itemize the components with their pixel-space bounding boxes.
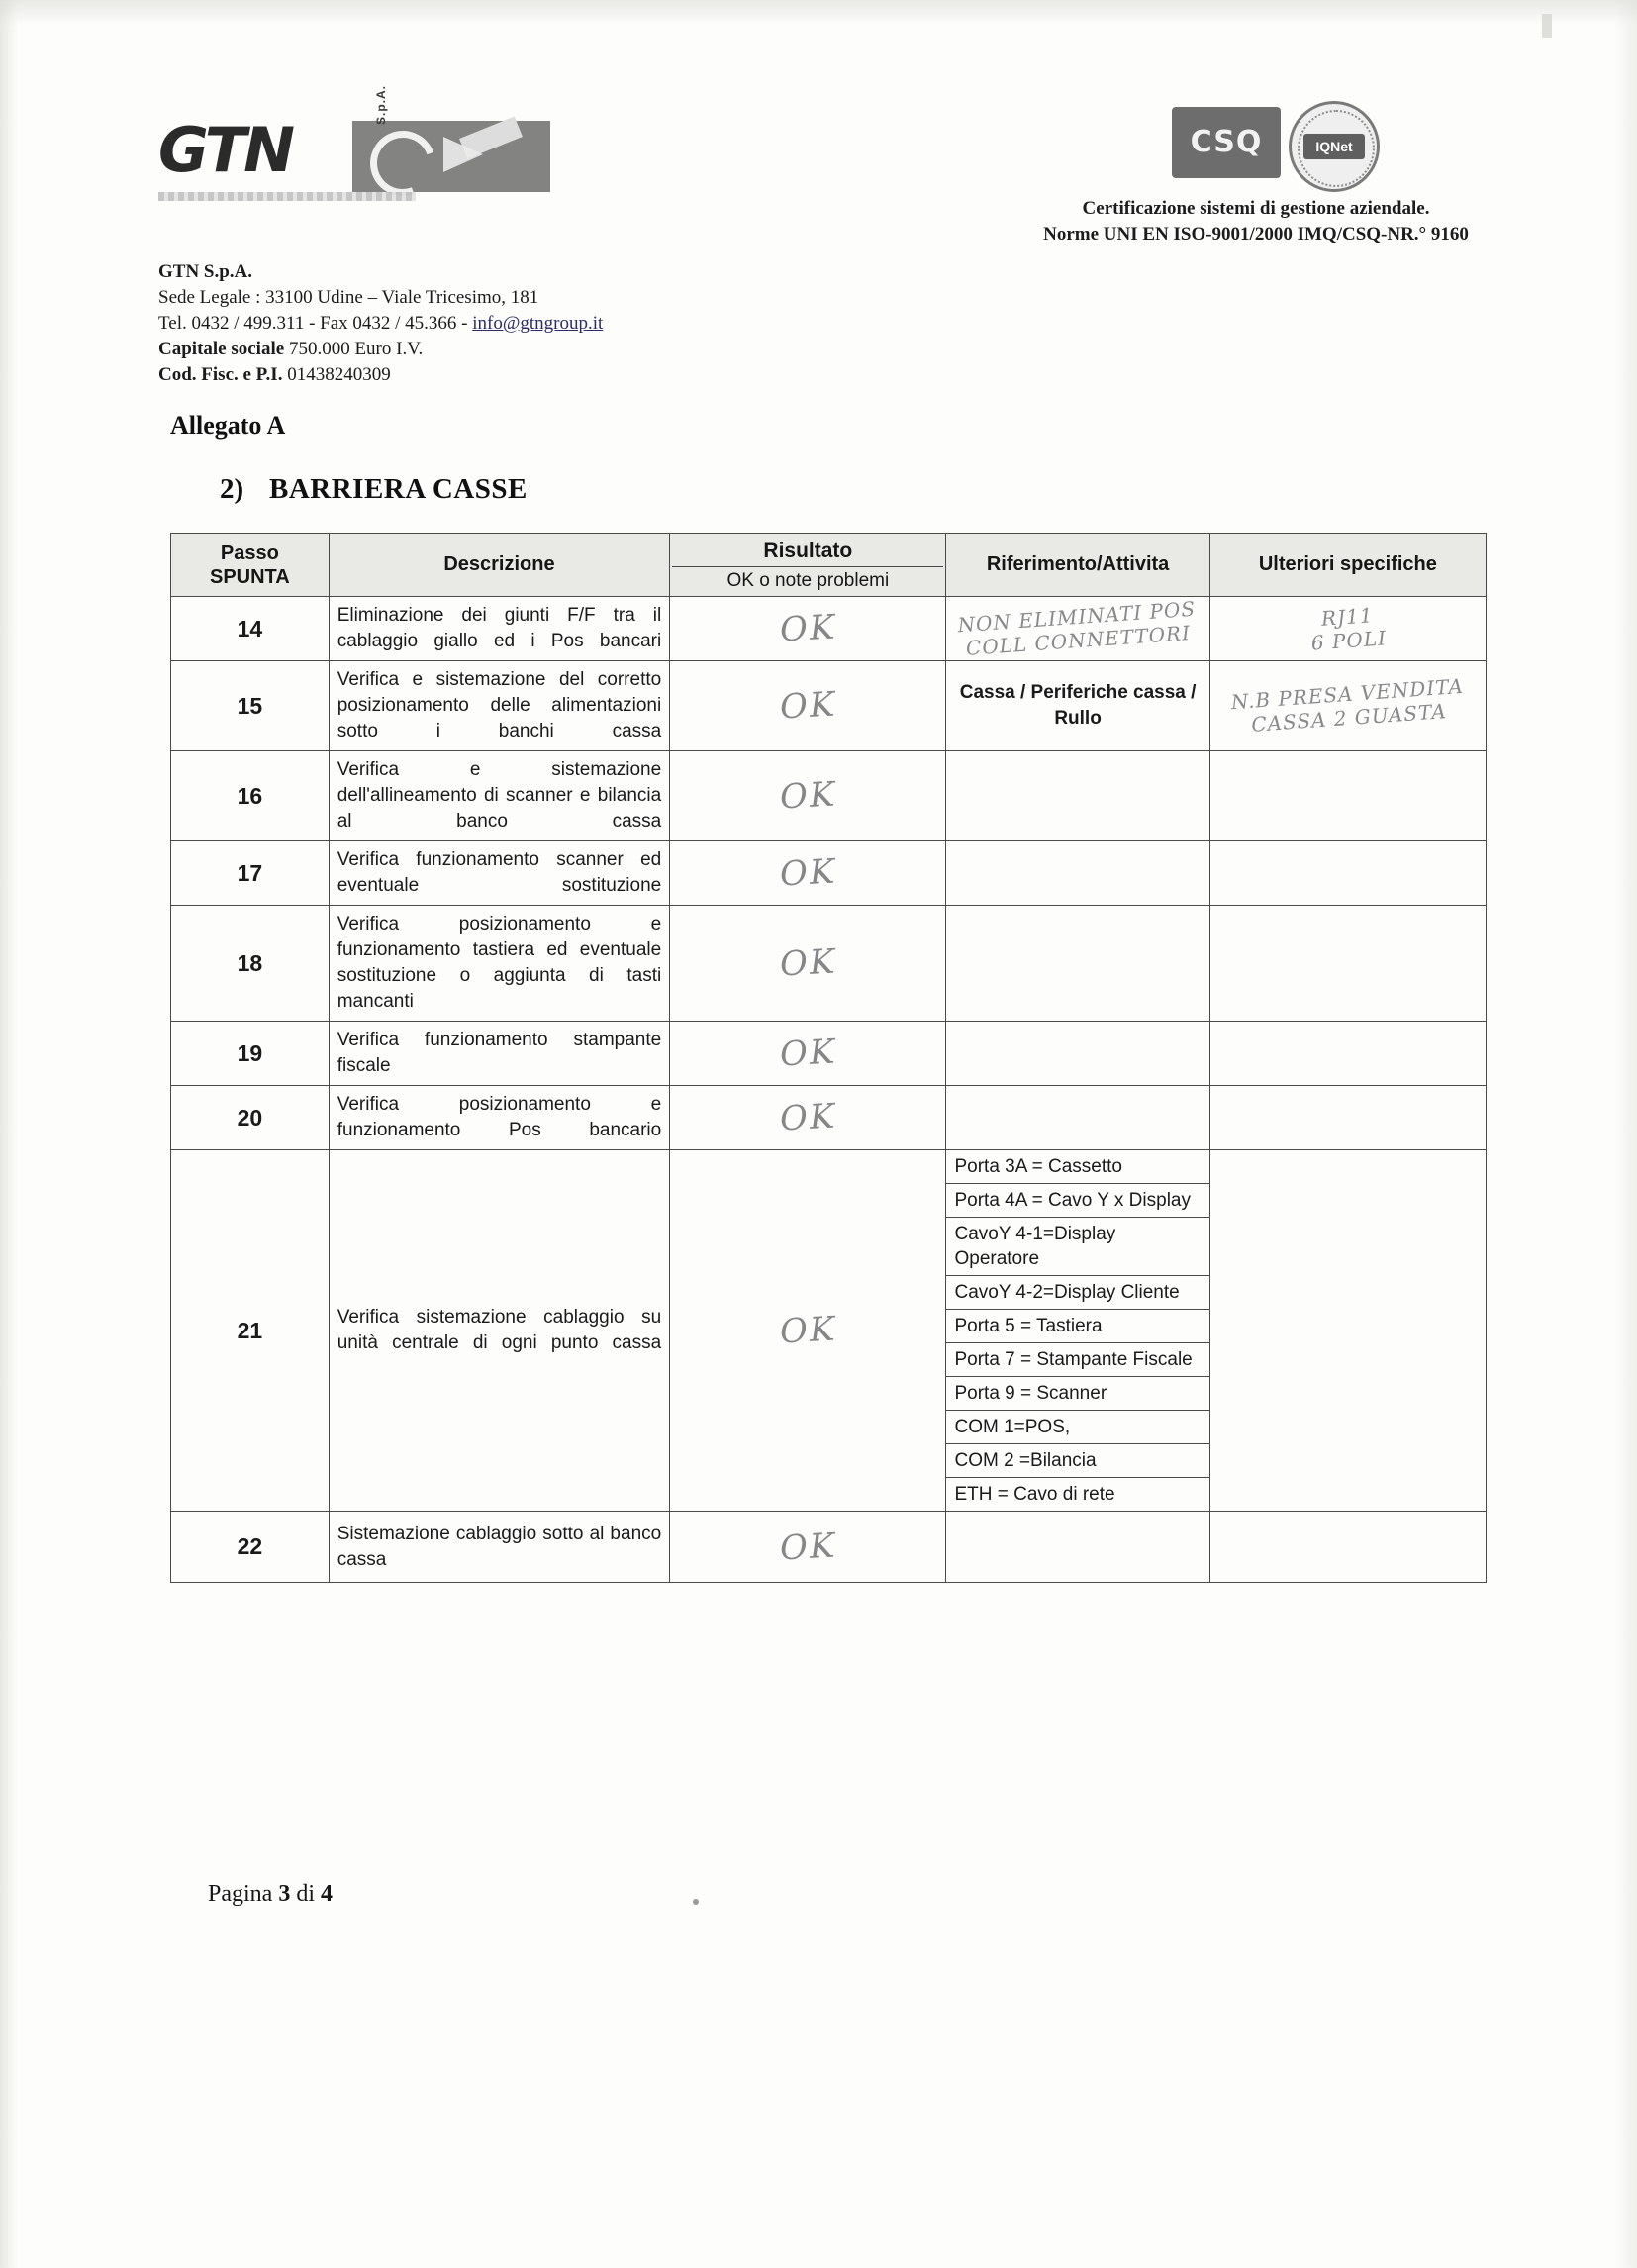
- ports-list: [946, 1150, 1208, 1511]
- list-item: Porta 7 = Stampante Fiscale: [946, 1343, 1208, 1377]
- list-item: Porta 9 = Scanner: [946, 1377, 1208, 1411]
- header-passo-label: Passo: [220, 542, 279, 564]
- cell-passo: 19: [171, 1022, 330, 1086]
- cell-descrizione: Verifica funzionamento scanner ed eventuale sostituzione: [329, 841, 669, 906]
- header-risultato: [670, 534, 946, 597]
- table-row: [171, 906, 1487, 1022]
- footer-mid: di: [296, 1881, 315, 1907]
- certification-marks: [1043, 99, 1469, 190]
- company-fiscal-label: Cod. Fisc. e P.I.: [158, 364, 283, 385]
- header-ulteriori: Ulteriori specifiche: [1209, 534, 1486, 597]
- cell-risultato: [670, 597, 946, 661]
- checklist-table: [170, 533, 1487, 1583]
- attachment-title: Allegato A: [170, 411, 286, 440]
- cell-riferimento: [946, 906, 1209, 1022]
- cell-riferimento: Cassa / Periferiche cassa / Rullo: [946, 661, 1209, 751]
- company-capital-value: 750.000 Euro I.V.: [288, 339, 424, 359]
- cell-risultato: [670, 906, 946, 1022]
- header-descrizione: Descrizione: [329, 534, 669, 597]
- cell-risultato: [670, 661, 946, 751]
- page-title: BARRIERA CASSE: [269, 473, 528, 505]
- iqnet-label: IQNet: [1303, 134, 1365, 159]
- cell-descrizione: Eliminazione dei giunti F/F tra il cablaggio giallo ed i Pos bancari: [329, 597, 669, 661]
- cell-riferimento-ports: [946, 1150, 1209, 1512]
- company-address: Sede Legale : 33100 Udine – Viale Tricesimo, 181: [158, 287, 539, 308]
- list-item: Porta 5 = Tastiera: [946, 1310, 1208, 1343]
- handwritten-ok: OK: [778, 941, 837, 985]
- cell-risultato: [670, 1022, 946, 1086]
- page-footer: [208, 1881, 333, 1908]
- cell-risultato: [670, 1086, 946, 1150]
- cell-descrizione: Verifica posizionamento e funzionamento Pos bancario: [329, 1086, 669, 1150]
- logo-wordmark: GTN: [158, 114, 292, 186]
- list-item: Porta 4A = Cavo Y x Display: [946, 1184, 1208, 1218]
- handwritten-ok: OK: [778, 607, 837, 650]
- company-phone-fax: Tel. 0432 / 499.311 - Fax 0432 / 45.366 -: [158, 313, 473, 334]
- cell-passo: 22: [171, 1512, 330, 1583]
- company-capital: [158, 337, 603, 362]
- handwritten-ok: OK: [778, 1032, 837, 1075]
- list-item: CavoY 4-1=Display Operatore: [946, 1218, 1208, 1276]
- company-name: GTN S.p.A.: [158, 261, 253, 282]
- table-row: [171, 1086, 1487, 1150]
- handwritten-note-ulteriori: N.B PRESA VENDITA CASSA 2 GUASTA: [1229, 673, 1465, 737]
- table-header-row: [171, 534, 1487, 597]
- list-item: Porta 3A = Cassetto: [946, 1150, 1208, 1184]
- cell-passo: 14: [171, 597, 330, 661]
- cell-ulteriori: [1209, 841, 1486, 906]
- header-passo-spunta: [171, 534, 330, 597]
- header-risultato-sub: OK o note problemi: [672, 566, 943, 594]
- certification-line-2: Norme UNI EN ISO-9001/2000 IMQ/CSQ-NR.° 9160: [1043, 224, 1469, 245]
- cell-riferimento: [946, 751, 1209, 841]
- certification-block: [1043, 99, 1469, 247]
- cell-passo: 18: [171, 906, 330, 1022]
- company-email-link[interactable]: info@gtngroup.it: [472, 313, 604, 334]
- scan-edge-left: [0, 0, 18, 2268]
- cell-riferimento: [946, 1512, 1209, 1583]
- cell-risultato: [670, 751, 946, 841]
- company-capital-label: Capitale sociale: [158, 339, 285, 359]
- scan-corner-mark: [1542, 14, 1552, 38]
- cell-descrizione: Verifica funzionamento stampante fiscale: [329, 1022, 669, 1086]
- company-fiscal: [158, 362, 603, 388]
- logo-superscript: S.p.A.: [374, 84, 388, 125]
- table-row: [171, 1150, 1487, 1512]
- cell-passo: 17: [171, 841, 330, 906]
- cell-descrizione: Verifica e sistemazione dell'allineamento di scanner e bilancia al banco cassa: [329, 751, 669, 841]
- cell-ulteriori: [1209, 1022, 1486, 1086]
- cell-passo: 16: [171, 751, 330, 841]
- footer-speck: [693, 1899, 699, 1905]
- csq-logo-icon: CSQ: [1172, 107, 1281, 178]
- certification-line-1: Certificazione sistemi di gestione aziendale.: [1082, 198, 1430, 219]
- iqnet-logo-icon: [1289, 101, 1380, 192]
- company-info: [158, 259, 603, 388]
- cell-riferimento: [946, 841, 1209, 906]
- header-riferimento: Riferimento/Attivita: [946, 534, 1209, 597]
- cell-passo: 15: [171, 661, 330, 751]
- cell-risultato: [670, 841, 946, 906]
- handwritten-ok: OK: [778, 851, 837, 895]
- cell-passo: 21: [171, 1150, 330, 1512]
- logo-underline: [158, 192, 416, 201]
- cell-ulteriori: [1209, 1150, 1486, 1512]
- handwritten-ok: OK: [778, 1096, 837, 1139]
- cell-descrizione: Verifica sistemazione cablaggio su unità centrale di ogni punto cassa: [329, 1150, 669, 1512]
- cell-risultato: [670, 1150, 946, 1512]
- cell-ulteriori: [1209, 597, 1486, 661]
- cell-descrizione: Verifica e sistemazione del corretto posizionamento delle alimentazioni sotto i banchi cassa: [329, 661, 669, 751]
- table-row: [171, 661, 1487, 751]
- cell-riferimento: [946, 597, 1209, 661]
- cell-riferimento: [946, 1022, 1209, 1086]
- table-row: [171, 597, 1487, 661]
- handwritten-ok: OK: [778, 1309, 837, 1352]
- header-spunta-label: SPUNTA: [209, 565, 290, 588]
- cell-descrizione: Sistemazione cablaggio sotto al banco cassa: [329, 1512, 669, 1583]
- handwritten-ok: OK: [778, 774, 837, 818]
- table-row: [171, 751, 1487, 841]
- company-logo: [158, 84, 604, 198]
- cell-ulteriori: [1209, 661, 1486, 751]
- scan-edge-top: [0, 0, 1637, 26]
- list-item: COM 1=POS,: [946, 1411, 1208, 1444]
- handwritten-note-ulteriori: RJ11 6 POLI: [1309, 602, 1388, 655]
- table-row: [171, 1512, 1487, 1583]
- list-item: ETH = Cavo di rete: [954, 1484, 1115, 1505]
- cell-riferimento: [946, 1086, 1209, 1150]
- header-risultato-label: Risultato: [763, 540, 853, 562]
- cell-risultato: [670, 1512, 946, 1583]
- handwritten-ok: OK: [778, 684, 837, 728]
- cell-ulteriori: [1209, 751, 1486, 841]
- logo-swirl-icon: [352, 121, 550, 192]
- cell-passo: 20: [171, 1086, 330, 1150]
- cell-ulteriori: [1209, 1512, 1486, 1583]
- footer-page-number: 3: [278, 1881, 291, 1907]
- handwritten-ok: OK: [778, 1526, 837, 1568]
- list-item: CavoY 4-2=Display Cliente: [946, 1276, 1208, 1310]
- table-row: [171, 1022, 1487, 1086]
- table-row: [171, 841, 1487, 906]
- footer-prefix: Pagina: [208, 1881, 273, 1907]
- company-contacts: [158, 311, 603, 337]
- section-number: 2): [220, 473, 244, 505]
- list-item: COM 2 =Bilancia: [946, 1444, 1208, 1478]
- handwritten-note-riferimento: NON ELIMINATI POS COLL CONNETTORI: [957, 596, 1198, 660]
- cell-ulteriori: [1209, 906, 1486, 1022]
- cell-descrizione: Verifica posizionamento e funzionamento tastiera ed eventuale sostituzione o aggiunta di tasti mancanti: [329, 906, 669, 1022]
- scan-edge-right: [1615, 0, 1637, 2268]
- cell-ulteriori: [1209, 1086, 1486, 1150]
- company-fiscal-value: 01438240309: [287, 364, 391, 385]
- footer-total-pages: 4: [321, 1881, 333, 1907]
- checklist-table-wrapper: [170, 533, 1487, 1583]
